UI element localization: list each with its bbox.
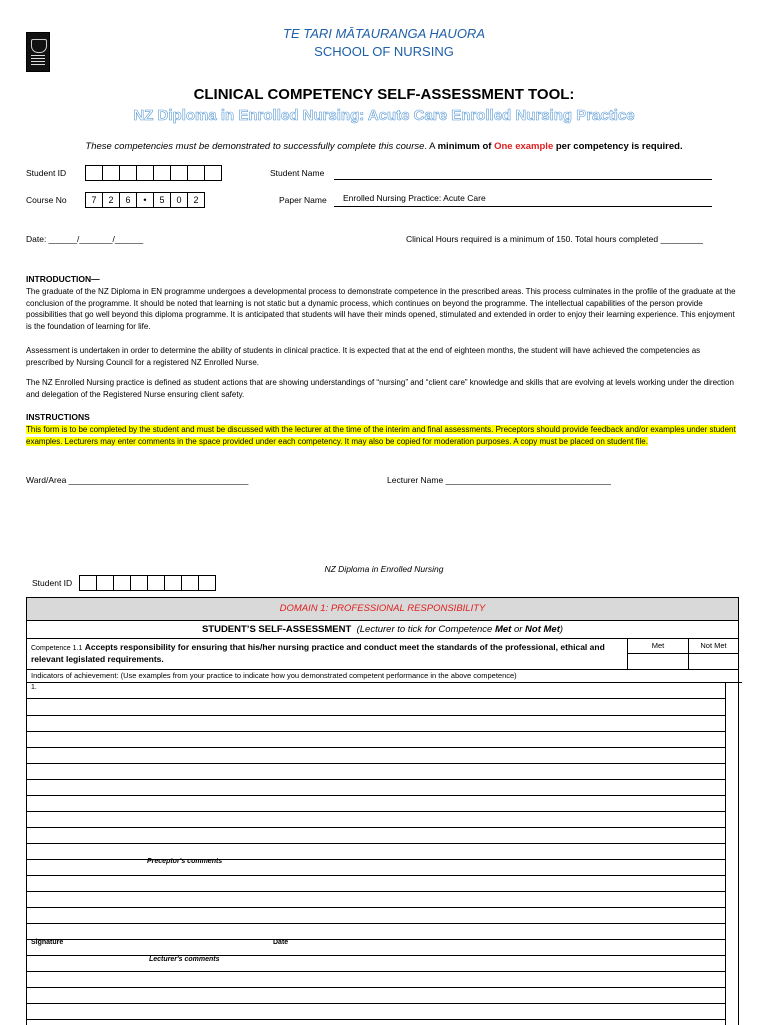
- section-title: NZ Diploma in Enrolled Nursing: [324, 564, 444, 574]
- competence-description: Accepts responsibility for ensuring that his/her nursing practice and conduct meet the standards of the professional, ethical and relevant legislated requirements.: [31, 642, 605, 664]
- intro-paragraph-2: Assessment is undertaken in order to determine the ability of students in clinical practice. It is expected that at the end of eighteen months, the student will have achieved the competencies as prescribed by Nursing Council for a registered NZ Enrolled Nurse.: [26, 346, 701, 367]
- student-id-label: Student ID: [26, 168, 67, 178]
- requirement-note: [0, 141, 768, 152]
- course-no-digit: •: [136, 192, 154, 208]
- ssa-met: Met: [494, 624, 512, 635]
- paper-name-field[interactable]: Enrolled Nursing Practice: Acute Care: [334, 193, 712, 207]
- course-no-digit: 6: [119, 192, 137, 208]
- met-header: Met: [628, 639, 688, 654]
- answer-line[interactable]: [27, 827, 725, 828]
- course-no-digit: 2: [187, 192, 205, 208]
- answer-line[interactable]: [27, 779, 725, 780]
- lecturer-name-field[interactable]: Lecturer Name ___________________________________: [387, 475, 612, 485]
- signature-label: Signature: [31, 939, 64, 946]
- ssa-italic: (Lecturer to tick for Competence: [356, 624, 493, 635]
- answer-line[interactable]: [27, 907, 725, 908]
- instructions-heading: INSTRUCTIONS: [26, 412, 90, 422]
- intro-paragraph-3: The NZ Enrolled Nursing practice is defined as student actions that are showing understandings of “nursing” and “client care” knowledge and skills that are evolving at levels working under the direction and delegation of the Registered Nurse ensuring client safety.: [26, 378, 734, 399]
- page-subtitle: NZ Diploma in Enrolled Nursing: Acute Care Enrolled Nursing Practice: [133, 107, 635, 124]
- domain-header: DOMAIN 1: PROFESSIONAL RESPONSIBILITY: [27, 598, 738, 621]
- preceptor-comments-label: Preceptor's comments: [147, 858, 223, 865]
- ssa-close: ): [559, 624, 564, 635]
- self-assessment-header: [27, 621, 738, 639]
- course-no-digit: 7: [85, 192, 103, 208]
- right-margin-rule: [725, 683, 726, 1025]
- course-no-digit: 0: [170, 192, 188, 208]
- course-no-digit: 5: [153, 192, 171, 208]
- answer-line[interactable]: [27, 859, 725, 860]
- answer-line[interactable]: [27, 795, 725, 796]
- instructions-highlight: This form is to be completed by the student and must be discussed with the lecturer at the time of the interim and final assessments. Preceptors should provide feedback and/or examples under student examples. Lecturers may enter comments in the space provided under each competency. It may also be copied for moderation purposes. A copy must be placed on student file.: [26, 425, 736, 446]
- answer-line[interactable]: [27, 971, 725, 972]
- introduction-heading: INTRODUCTION—: [26, 274, 100, 284]
- course-no-boxes: [86, 192, 205, 208]
- answer-line[interactable]: [27, 891, 725, 892]
- met-column[interactable]: [627, 639, 688, 669]
- answer-line[interactable]: [27, 731, 725, 732]
- competence-number: Competence 1.1: [31, 645, 83, 652]
- competence-row: [27, 639, 738, 670]
- note-sep: . A: [424, 141, 438, 152]
- answer-line[interactable]: [27, 811, 725, 812]
- answer-line[interactable]: [27, 955, 725, 956]
- not-met-header: Not Met: [689, 639, 738, 654]
- date-field[interactable]: Date: ______/_______/______: [26, 234, 144, 244]
- instructions-text: [26, 424, 738, 447]
- ssa-notmet: Not Met: [525, 624, 560, 635]
- section-student-id-boxes[interactable]: [80, 575, 216, 591]
- note-italic: These competencies must be demonstrated to successfully complete this course: [85, 141, 425, 152]
- answer-line[interactable]: [27, 747, 725, 748]
- not-met-column[interactable]: [688, 639, 738, 669]
- student-name-label: Student Name: [270, 168, 325, 178]
- intro-paragraph-1: The graduate of the NZ Diploma in EN programme undergoes a developmental process to demonstrate competence in the prescribed areas. This process culminates in the profile of the graduate at the conclusion of the programme. It should be noted that learning is not static but a dynamic process, which continues on beyond the programme. The intellectual capabilities of the person provide possibilities that go well beyond this diploma programme. It is anticipated that students will have their minds opened, stimulated and extended in order to enjoy their learning experience. This enjoyment is the foundation of learning for life.: [26, 287, 736, 331]
- competency-table: [26, 597, 739, 1025]
- lecturer-comments-label: Lecturer's comments: [149, 956, 220, 963]
- answer-line[interactable]: [27, 923, 725, 924]
- date-label: Date: [273, 939, 289, 946]
- student-name-field[interactable]: [334, 179, 712, 180]
- answer-line[interactable]: [27, 1003, 725, 1004]
- answer-line[interactable]: [27, 715, 725, 716]
- note-red: One example: [494, 141, 554, 152]
- answer-line[interactable]: [27, 939, 725, 940]
- section-student-id-label: Student ID: [32, 578, 73, 588]
- ssa-or: or: [513, 624, 523, 635]
- clinical-hours-field[interactable]: Clinical Hours required is a minimum of 150. Total hours completed _________: [406, 234, 704, 244]
- page-title: CLINICAL COMPETENCY SELF-ASSESSMENT TOOL:: [193, 86, 575, 103]
- ward-area-field[interactable]: Ward/Area ______________________________________: [26, 475, 249, 485]
- header-school-name: SCHOOL OF NURSING: [314, 44, 454, 59]
- item-number-1: 1.: [31, 684, 37, 691]
- paper-name-label: Paper Name: [279, 195, 327, 205]
- answer-line[interactable]: [27, 875, 725, 876]
- indicators-row: Indicators of achievement: (Use examples from your practice to indicate how you demonstrated competent performance in the above competence): [27, 670, 742, 683]
- note-bold2: per competency is required.: [555, 141, 683, 152]
- answer-line[interactable]: [27, 987, 725, 988]
- answer-line[interactable]: [27, 763, 725, 764]
- answer-line[interactable]: [27, 843, 725, 844]
- header-maori-title: TE TARI MĀTAURANGA HAUORA: [283, 26, 485, 41]
- competence-text: [31, 642, 621, 665]
- course-no-digit: 2: [102, 192, 120, 208]
- course-no-label: Course No: [26, 195, 67, 205]
- answer-line[interactable]: [27, 698, 725, 699]
- note-bold1: minimum of: [437, 141, 492, 152]
- student-id-boxes[interactable]: [86, 165, 222, 181]
- ssa-bold: STUDENT’S SELF-ASSESSMENT: [201, 624, 352, 635]
- answer-line[interactable]: [27, 1019, 725, 1020]
